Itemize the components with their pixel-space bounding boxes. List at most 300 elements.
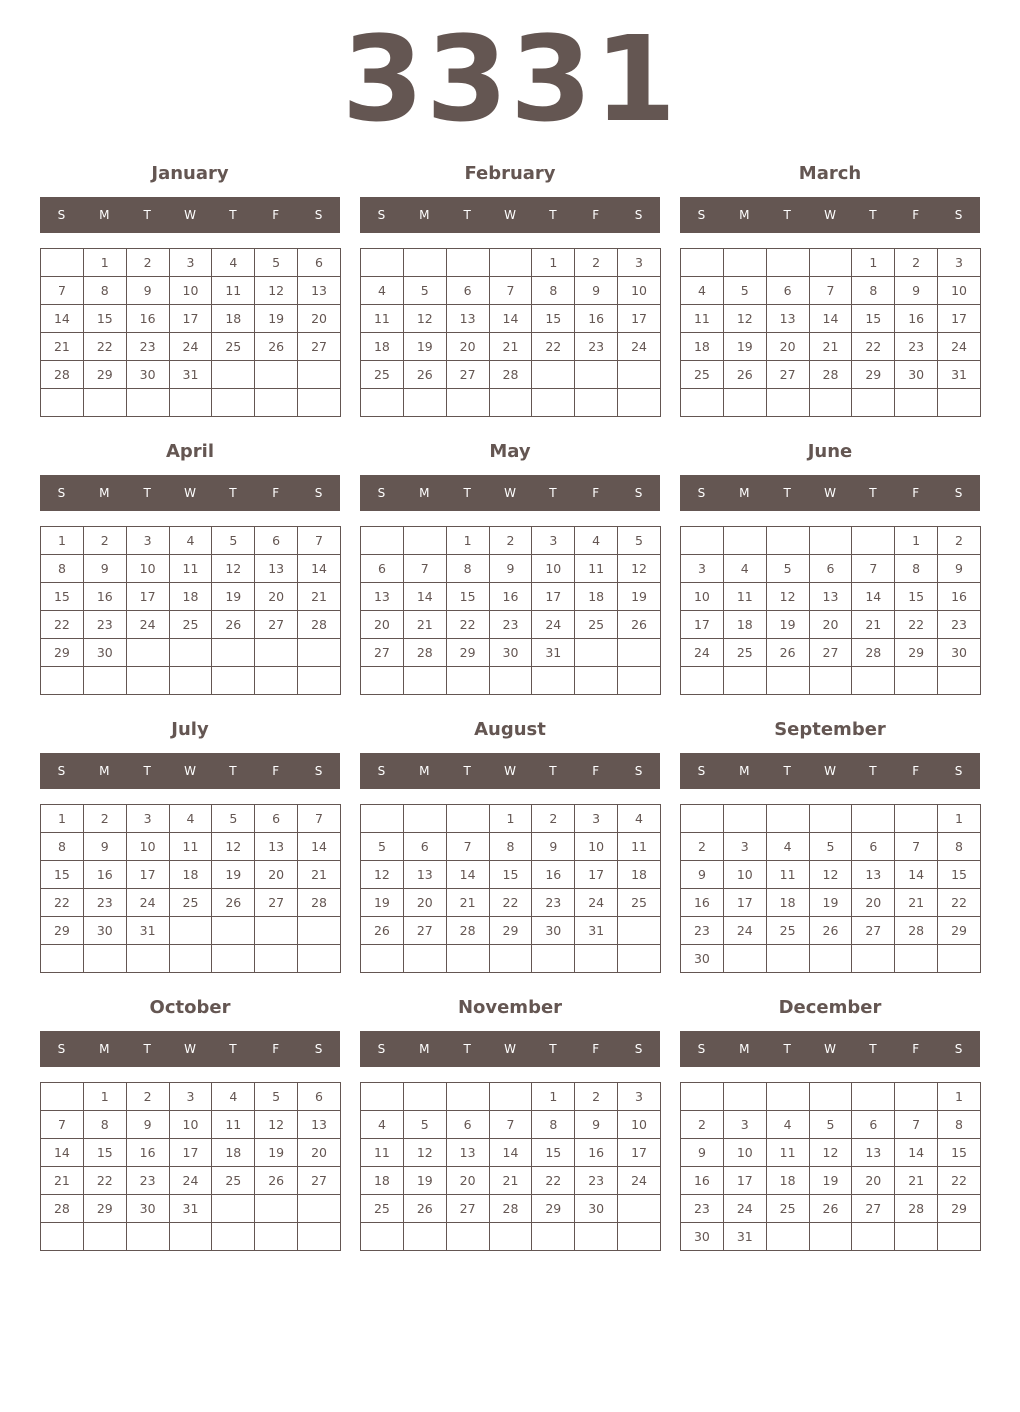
day-cell: 7 bbox=[41, 1111, 84, 1139]
day-cell: 3 bbox=[681, 555, 724, 583]
day-cell: 16 bbox=[83, 861, 126, 889]
day-cell bbox=[126, 639, 169, 667]
day-cell bbox=[403, 805, 446, 833]
weekday-label: T bbox=[869, 208, 877, 222]
day-cell bbox=[298, 917, 341, 945]
day-cell: 23 bbox=[83, 889, 126, 917]
day-cell bbox=[809, 1083, 852, 1111]
day-cell bbox=[809, 249, 852, 277]
day-cell: 11 bbox=[361, 305, 404, 333]
day-cell: 10 bbox=[532, 555, 575, 583]
day-cell: 24 bbox=[126, 611, 169, 639]
day-cell: 17 bbox=[681, 611, 724, 639]
week-row bbox=[41, 1083, 341, 1111]
day-cell bbox=[852, 805, 895, 833]
day-cell bbox=[298, 389, 341, 417]
day-cell bbox=[255, 639, 298, 667]
day-cell: 25 bbox=[361, 361, 404, 389]
day-cell: 14 bbox=[446, 861, 489, 889]
day-cell: 16 bbox=[489, 583, 532, 611]
day-cell bbox=[41, 249, 84, 277]
week-row bbox=[41, 805, 341, 833]
day-cell: 14 bbox=[895, 861, 938, 889]
day-cell: 18 bbox=[766, 1167, 809, 1195]
week-row bbox=[681, 527, 981, 555]
weekday-label: T bbox=[869, 764, 877, 778]
day-cell bbox=[126, 389, 169, 417]
weekday-label: M bbox=[419, 208, 430, 222]
day-cell: 11 bbox=[169, 833, 212, 861]
day-cell bbox=[532, 945, 575, 973]
day-cell: 13 bbox=[255, 833, 298, 861]
week-row bbox=[41, 639, 341, 667]
day-cell bbox=[41, 667, 84, 695]
day-cell bbox=[618, 1195, 661, 1223]
week-row bbox=[41, 1223, 341, 1251]
weekday-label: W bbox=[184, 208, 196, 222]
day-cell bbox=[403, 1223, 446, 1251]
day-cell: 12 bbox=[809, 1139, 852, 1167]
day-cell: 22 bbox=[489, 889, 532, 917]
day-cell: 2 bbox=[681, 1111, 724, 1139]
day-cell: 12 bbox=[766, 583, 809, 611]
day-cell bbox=[723, 667, 766, 695]
week-row bbox=[361, 1111, 661, 1139]
day-cell bbox=[852, 527, 895, 555]
day-cell bbox=[361, 527, 404, 555]
day-cell: 27 bbox=[298, 333, 341, 361]
day-cell: 31 bbox=[575, 917, 618, 945]
weekday-label: W bbox=[184, 1042, 196, 1056]
day-cell: 17 bbox=[618, 1139, 661, 1167]
day-cell: 22 bbox=[83, 333, 126, 361]
day-cell bbox=[255, 389, 298, 417]
day-cell: 5 bbox=[723, 277, 766, 305]
day-cell bbox=[618, 917, 661, 945]
day-cell: 24 bbox=[575, 889, 618, 917]
day-cell: 23 bbox=[532, 889, 575, 917]
day-cell: 13 bbox=[298, 277, 341, 305]
day-cell bbox=[723, 805, 766, 833]
day-cell: 3 bbox=[618, 249, 661, 277]
day-cell bbox=[618, 639, 661, 667]
day-cell bbox=[126, 1223, 169, 1251]
day-cell: 13 bbox=[766, 305, 809, 333]
day-cell: 1 bbox=[489, 805, 532, 833]
day-cell: 8 bbox=[83, 277, 126, 305]
days-table bbox=[680, 526, 981, 695]
week-row bbox=[41, 583, 341, 611]
day-cell: 25 bbox=[212, 1167, 255, 1195]
day-cell: 10 bbox=[618, 1111, 661, 1139]
day-cell bbox=[532, 1223, 575, 1251]
week-row bbox=[361, 889, 661, 917]
week-row bbox=[41, 889, 341, 917]
day-cell: 23 bbox=[489, 611, 532, 639]
day-cell: 16 bbox=[895, 305, 938, 333]
day-cell: 16 bbox=[681, 1167, 724, 1195]
day-cell bbox=[489, 389, 532, 417]
weekday-label: S bbox=[57, 1042, 66, 1056]
day-cell bbox=[895, 1223, 938, 1251]
weekday-label: T bbox=[229, 486, 237, 500]
day-cell: 7 bbox=[446, 833, 489, 861]
day-cell: 19 bbox=[403, 333, 446, 361]
day-cell: 7 bbox=[403, 555, 446, 583]
day-cell: 7 bbox=[489, 1111, 532, 1139]
day-cell: 25 bbox=[361, 1195, 404, 1223]
day-cell bbox=[83, 945, 126, 973]
week-row bbox=[361, 249, 661, 277]
week-row bbox=[361, 639, 661, 667]
day-cell: 17 bbox=[126, 861, 169, 889]
day-cell bbox=[403, 1083, 446, 1111]
weekday-label: F bbox=[592, 208, 600, 222]
weekday-header bbox=[360, 197, 660, 233]
day-cell: 14 bbox=[298, 833, 341, 861]
day-cell bbox=[852, 1083, 895, 1111]
day-cell: 25 bbox=[212, 333, 255, 361]
day-cell bbox=[212, 639, 255, 667]
day-cell: 22 bbox=[938, 889, 981, 917]
day-cell: 6 bbox=[361, 555, 404, 583]
day-cell: 6 bbox=[298, 1083, 341, 1111]
day-cell: 27 bbox=[255, 611, 298, 639]
day-cell: 13 bbox=[446, 305, 489, 333]
day-cell: 30 bbox=[532, 917, 575, 945]
week-row bbox=[361, 527, 661, 555]
day-cell bbox=[169, 917, 212, 945]
weekday-header bbox=[360, 475, 660, 511]
day-cell bbox=[681, 805, 724, 833]
day-cell: 20 bbox=[809, 611, 852, 639]
weekday-label: T bbox=[143, 1042, 151, 1056]
day-cell: 30 bbox=[83, 639, 126, 667]
day-cell: 28 bbox=[41, 361, 84, 389]
day-cell: 2 bbox=[575, 249, 618, 277]
week-row bbox=[41, 249, 341, 277]
day-cell bbox=[446, 945, 489, 973]
day-cell bbox=[298, 945, 341, 973]
day-cell bbox=[361, 249, 404, 277]
weekday-header bbox=[680, 1031, 980, 1067]
day-cell: 8 bbox=[532, 277, 575, 305]
day-cell bbox=[212, 389, 255, 417]
day-cell: 19 bbox=[361, 889, 404, 917]
day-cell: 3 bbox=[723, 833, 766, 861]
day-cell: 22 bbox=[83, 1167, 126, 1195]
day-cell bbox=[255, 917, 298, 945]
weekday-label: M bbox=[99, 764, 110, 778]
week-row bbox=[41, 611, 341, 639]
day-cell: 7 bbox=[809, 277, 852, 305]
day-cell: 12 bbox=[212, 833, 255, 861]
day-cell: 18 bbox=[723, 611, 766, 639]
day-cell: 3 bbox=[169, 249, 212, 277]
day-cell bbox=[852, 1223, 895, 1251]
month-name: March bbox=[798, 163, 862, 184]
day-cell: 12 bbox=[723, 305, 766, 333]
day-cell: 29 bbox=[532, 1195, 575, 1223]
week-row bbox=[681, 305, 981, 333]
weekday-label: S bbox=[377, 486, 386, 500]
days-table bbox=[40, 1082, 341, 1251]
day-cell: 29 bbox=[938, 1195, 981, 1223]
day-cell bbox=[618, 389, 661, 417]
day-cell: 14 bbox=[41, 1139, 84, 1167]
day-cell: 15 bbox=[83, 1139, 126, 1167]
weekday-label: M bbox=[739, 764, 750, 778]
day-cell: 22 bbox=[41, 889, 84, 917]
day-cell: 21 bbox=[895, 889, 938, 917]
day-cell: 22 bbox=[446, 611, 489, 639]
day-cell: 15 bbox=[532, 305, 575, 333]
day-cell: 4 bbox=[361, 277, 404, 305]
week-row bbox=[41, 1167, 341, 1195]
month-name: April bbox=[165, 441, 215, 462]
weekday-label: T bbox=[463, 486, 471, 500]
day-cell: 15 bbox=[532, 1139, 575, 1167]
weekday-label: T bbox=[549, 486, 557, 500]
day-cell: 25 bbox=[618, 889, 661, 917]
weekday-label: T bbox=[463, 208, 471, 222]
day-cell: 6 bbox=[446, 1111, 489, 1139]
week-row bbox=[361, 667, 661, 695]
day-cell: 29 bbox=[41, 639, 84, 667]
day-cell: 18 bbox=[361, 1167, 404, 1195]
day-cell: 27 bbox=[403, 917, 446, 945]
week-row bbox=[41, 305, 341, 333]
day-cell: 14 bbox=[489, 305, 532, 333]
day-cell: 7 bbox=[298, 527, 341, 555]
day-cell: 19 bbox=[809, 1167, 852, 1195]
day-cell: 5 bbox=[255, 249, 298, 277]
week-row bbox=[681, 889, 981, 917]
day-cell bbox=[938, 667, 981, 695]
day-cell: 31 bbox=[723, 1223, 766, 1251]
day-cell: 24 bbox=[618, 333, 661, 361]
day-cell bbox=[169, 1223, 212, 1251]
weekday-label: F bbox=[272, 486, 280, 500]
day-cell: 2 bbox=[83, 805, 126, 833]
weekday-label: S bbox=[634, 208, 643, 222]
day-cell bbox=[575, 945, 618, 973]
day-cell: 22 bbox=[938, 1167, 981, 1195]
day-cell: 29 bbox=[852, 361, 895, 389]
week-row bbox=[681, 1223, 981, 1251]
weekday-label: S bbox=[954, 1042, 963, 1056]
day-cell: 10 bbox=[575, 833, 618, 861]
day-cell bbox=[169, 945, 212, 973]
week-row bbox=[681, 1167, 981, 1195]
day-cell: 9 bbox=[126, 1111, 169, 1139]
day-cell: 28 bbox=[298, 889, 341, 917]
week-row bbox=[41, 555, 341, 583]
day-cell: 15 bbox=[83, 305, 126, 333]
day-cell: 6 bbox=[255, 527, 298, 555]
day-cell bbox=[575, 1223, 618, 1251]
weekday-label: M bbox=[739, 1042, 750, 1056]
weekday-label: T bbox=[869, 1042, 877, 1056]
weekday-header bbox=[360, 1031, 660, 1067]
day-cell: 27 bbox=[298, 1167, 341, 1195]
week-row bbox=[681, 917, 981, 945]
day-cell bbox=[212, 1223, 255, 1251]
day-cell: 11 bbox=[766, 1139, 809, 1167]
day-cell: 20 bbox=[361, 611, 404, 639]
day-cell: 8 bbox=[895, 555, 938, 583]
day-cell: 12 bbox=[618, 555, 661, 583]
day-cell: 30 bbox=[126, 1195, 169, 1223]
weekday-label: S bbox=[314, 1042, 323, 1056]
day-cell: 11 bbox=[169, 555, 212, 583]
day-cell bbox=[298, 667, 341, 695]
day-cell bbox=[255, 667, 298, 695]
weekday-label: S bbox=[954, 486, 963, 500]
day-cell: 14 bbox=[298, 555, 341, 583]
week-row bbox=[41, 945, 341, 973]
week-row bbox=[681, 945, 981, 973]
weekday-label: T bbox=[869, 486, 877, 500]
day-cell: 20 bbox=[446, 1167, 489, 1195]
day-cell: 31 bbox=[169, 361, 212, 389]
day-cell: 22 bbox=[41, 611, 84, 639]
week-row bbox=[681, 861, 981, 889]
day-cell bbox=[766, 1223, 809, 1251]
day-cell: 29 bbox=[83, 1195, 126, 1223]
day-cell: 17 bbox=[938, 305, 981, 333]
day-cell: 18 bbox=[361, 333, 404, 361]
day-cell: 3 bbox=[938, 249, 981, 277]
weekday-label: S bbox=[697, 1042, 706, 1056]
day-cell: 10 bbox=[723, 1139, 766, 1167]
weekday-label: T bbox=[229, 1042, 237, 1056]
day-cell: 5 bbox=[212, 805, 255, 833]
week-row bbox=[361, 305, 661, 333]
day-cell: 17 bbox=[169, 305, 212, 333]
day-cell: 20 bbox=[852, 1167, 895, 1195]
day-cell: 13 bbox=[446, 1139, 489, 1167]
day-cell: 13 bbox=[852, 1139, 895, 1167]
day-cell: 15 bbox=[489, 861, 532, 889]
weekday-label: S bbox=[377, 1042, 386, 1056]
day-cell: 1 bbox=[532, 1083, 575, 1111]
weekday-label: W bbox=[824, 208, 836, 222]
day-cell bbox=[852, 945, 895, 973]
day-cell: 18 bbox=[575, 583, 618, 611]
week-row bbox=[361, 1195, 661, 1223]
day-cell bbox=[618, 667, 661, 695]
week-row bbox=[681, 389, 981, 417]
day-cell bbox=[723, 945, 766, 973]
day-cell bbox=[489, 1223, 532, 1251]
day-cell: 21 bbox=[852, 611, 895, 639]
day-cell: 16 bbox=[532, 861, 575, 889]
day-cell bbox=[255, 1195, 298, 1223]
day-cell: 11 bbox=[212, 1111, 255, 1139]
week-row bbox=[361, 1139, 661, 1167]
week-row bbox=[41, 917, 341, 945]
day-cell: 15 bbox=[895, 583, 938, 611]
week-row bbox=[41, 833, 341, 861]
day-cell bbox=[618, 1223, 661, 1251]
weekday-header bbox=[40, 753, 340, 789]
day-cell: 17 bbox=[618, 305, 661, 333]
day-cell bbox=[83, 667, 126, 695]
week-row bbox=[681, 611, 981, 639]
day-cell: 30 bbox=[126, 361, 169, 389]
week-row bbox=[681, 361, 981, 389]
weekday-label: F bbox=[912, 764, 920, 778]
weekday-label: S bbox=[314, 486, 323, 500]
day-cell: 1 bbox=[938, 805, 981, 833]
day-cell: 29 bbox=[895, 639, 938, 667]
day-cell: 25 bbox=[723, 639, 766, 667]
day-cell bbox=[361, 389, 404, 417]
day-cell: 16 bbox=[575, 305, 618, 333]
day-cell: 3 bbox=[723, 1111, 766, 1139]
day-cell: 19 bbox=[766, 611, 809, 639]
day-cell: 12 bbox=[403, 1139, 446, 1167]
day-cell: 9 bbox=[83, 833, 126, 861]
week-row bbox=[681, 1195, 981, 1223]
day-cell: 19 bbox=[255, 305, 298, 333]
day-cell bbox=[403, 527, 446, 555]
day-cell: 10 bbox=[169, 1111, 212, 1139]
day-cell: 26 bbox=[723, 361, 766, 389]
week-row bbox=[41, 667, 341, 695]
weekday-label: S bbox=[634, 764, 643, 778]
day-cell: 9 bbox=[532, 833, 575, 861]
weekday-label: W bbox=[184, 486, 196, 500]
day-cell bbox=[489, 667, 532, 695]
day-cell: 1 bbox=[83, 249, 126, 277]
week-row bbox=[681, 277, 981, 305]
day-cell: 31 bbox=[126, 917, 169, 945]
day-cell: 19 bbox=[212, 583, 255, 611]
day-cell: 11 bbox=[212, 277, 255, 305]
day-cell: 26 bbox=[403, 361, 446, 389]
day-cell: 5 bbox=[766, 555, 809, 583]
day-cell bbox=[681, 667, 724, 695]
week-row bbox=[361, 861, 661, 889]
day-cell bbox=[126, 945, 169, 973]
day-cell: 14 bbox=[403, 583, 446, 611]
day-cell: 26 bbox=[255, 333, 298, 361]
day-cell bbox=[938, 389, 981, 417]
day-cell: 8 bbox=[446, 555, 489, 583]
day-cell: 26 bbox=[212, 611, 255, 639]
month-name: January bbox=[151, 163, 229, 184]
weekday-label: M bbox=[739, 486, 750, 500]
day-cell: 13 bbox=[852, 861, 895, 889]
day-cell: 6 bbox=[852, 833, 895, 861]
day-cell: 8 bbox=[83, 1111, 126, 1139]
day-cell bbox=[446, 1223, 489, 1251]
day-cell bbox=[446, 389, 489, 417]
day-cell bbox=[852, 389, 895, 417]
day-cell bbox=[41, 1083, 84, 1111]
day-cell: 19 bbox=[809, 889, 852, 917]
weekday-label: S bbox=[697, 208, 706, 222]
day-cell: 7 bbox=[41, 277, 84, 305]
day-cell: 28 bbox=[298, 611, 341, 639]
weekday-label: F bbox=[912, 208, 920, 222]
day-cell bbox=[446, 1083, 489, 1111]
day-cell: 9 bbox=[575, 1111, 618, 1139]
day-cell: 4 bbox=[681, 277, 724, 305]
day-cell: 20 bbox=[255, 583, 298, 611]
